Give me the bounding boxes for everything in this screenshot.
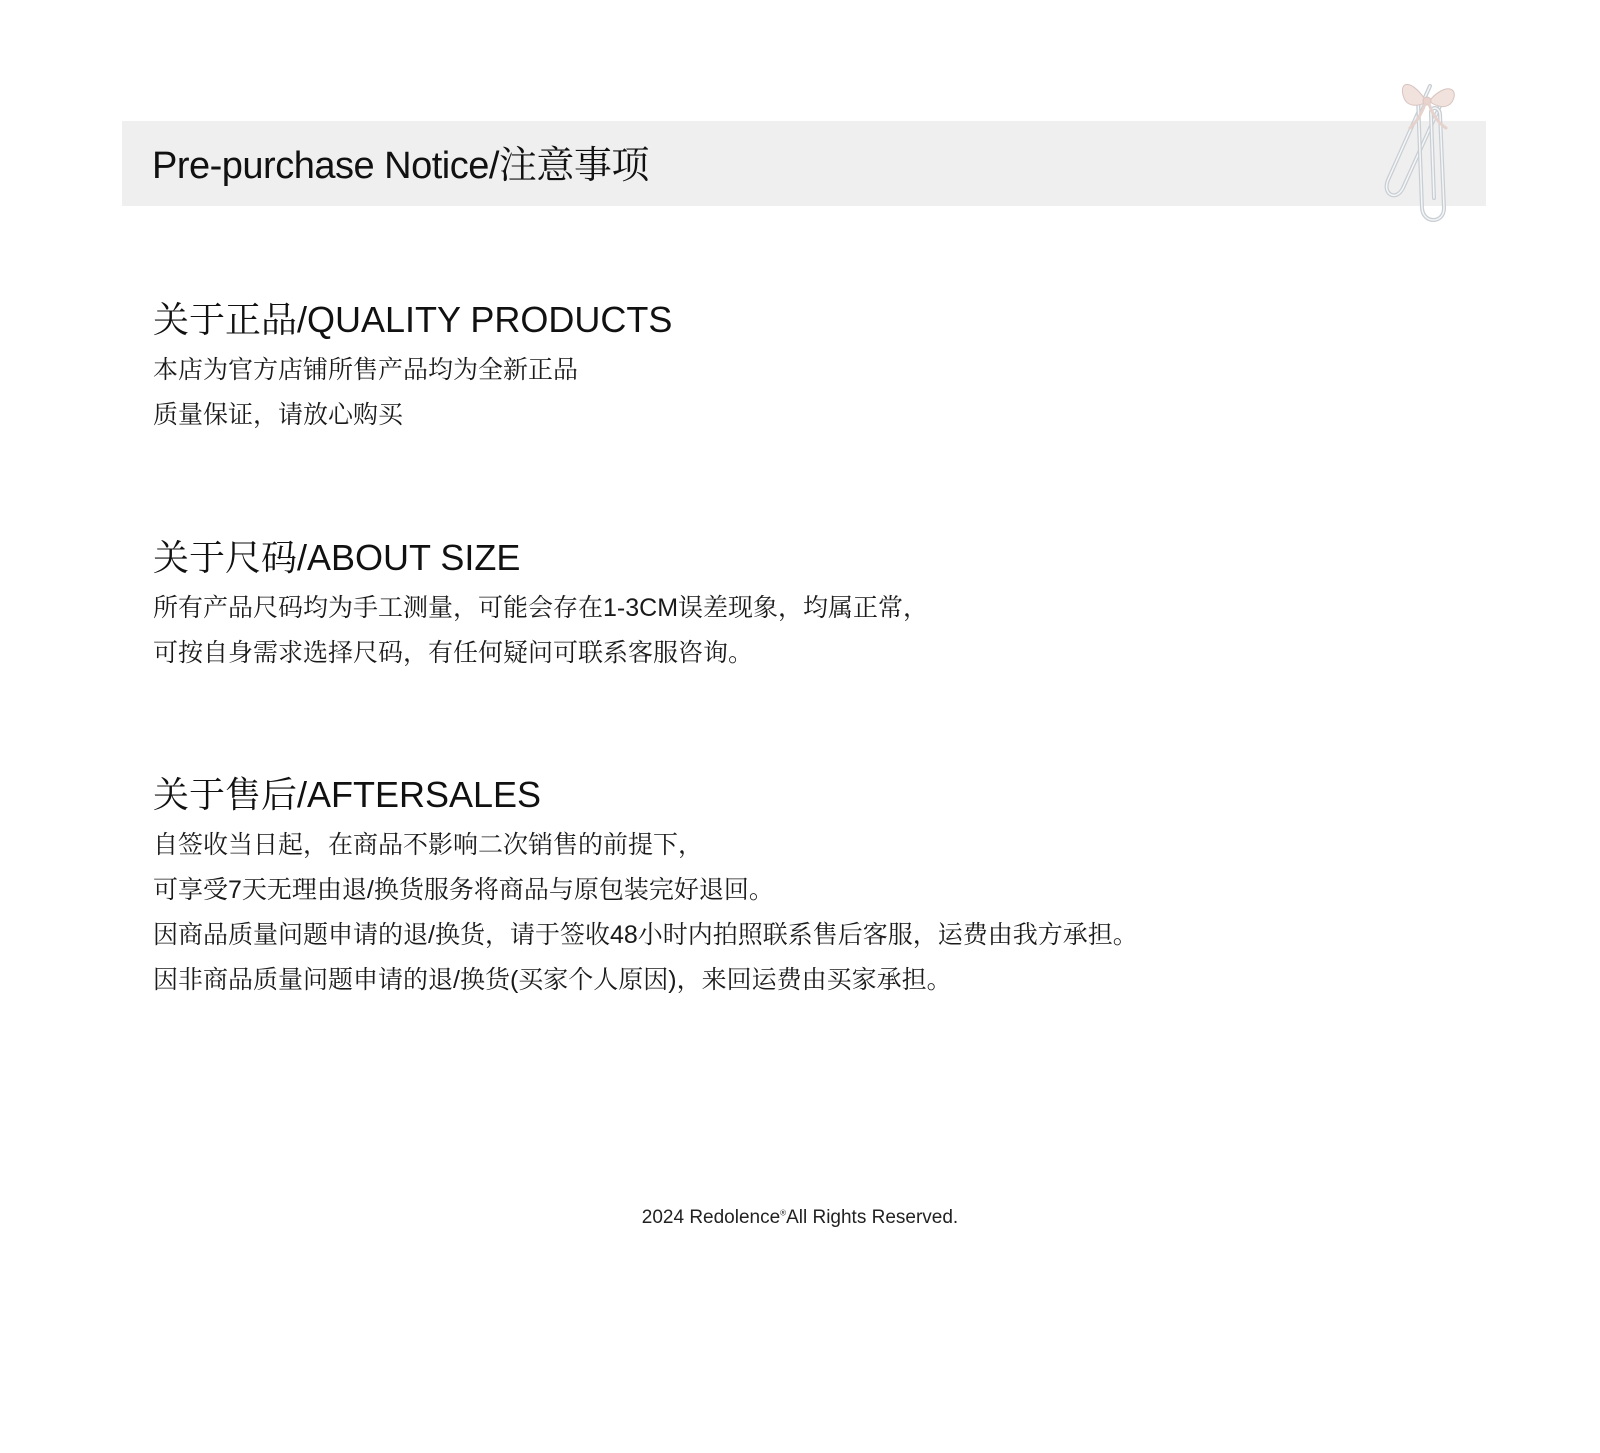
section-line: 所有产品尺码均为手工测量，可能会存在1-3CM误差现象，均属正常，	[153, 594, 929, 622]
section-quality-products	[153, 298, 1453, 438]
section-line: 可享受7天无理由退/换货服务将商品与原包装完好退回。	[153, 876, 774, 904]
section-heading: 关于正品/QUALITY PRODUCTS	[153, 299, 673, 340]
notice-banner	[122, 121, 1486, 206]
section-line: 自签收当日起，在商品不影响二次销售的前提下，	[153, 831, 704, 859]
section-line: 可按自身需求选择尺码，有任何疑问可联系客服咨询。	[153, 639, 754, 667]
section-line: 因商品质量问题申请的退/换货，请于签收48小时内拍照联系售后客服，运费由我方承担。	[153, 921, 1138, 949]
paperclip-bow-icon	[1370, 68, 1490, 230]
section-line: 因非商品质量问题申请的退/换货(买家个人原因)，来回运费由买家承担。	[153, 966, 952, 994]
section-line: 质量保证，请放心购买	[153, 401, 404, 429]
banner-title: Pre-purchase Notice/注意事项	[152, 145, 649, 187]
section-aftersales	[153, 773, 1453, 1003]
section-line: 本店为官方店铺所售产品均为全新正品	[153, 356, 579, 384]
section-heading: 关于售后/AFTERSALES	[153, 774, 542, 815]
footer-rights: All Rights Reserved.	[786, 1207, 959, 1228]
section-heading: 关于尺码/ABOUT SIZE	[153, 537, 521, 578]
copyright-footer	[0, 1207, 1600, 1229]
section-about-size	[153, 536, 1453, 676]
registered-mark: ®	[780, 1208, 787, 1218]
footer-brand: 2024 Redolence	[641, 1207, 781, 1228]
